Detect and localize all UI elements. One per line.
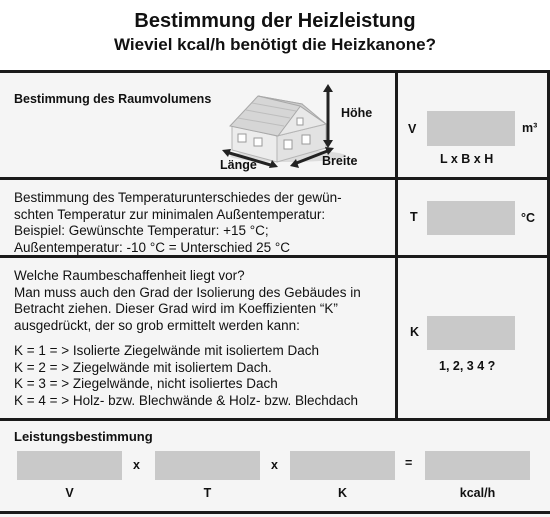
temperature-text: Bestimmung des Temperaturunterschiedes der gewün- schten Temperatur zur minimalen Außentemperatur: Beispiel: Gewünschte Temperatur: +15 °C; Außentemperatur: -10 °C = Unterschied 25 °C: [14, 190, 342, 255]
power-k-input[interactable]: [290, 451, 395, 480]
power-label-v: V: [65, 486, 74, 500]
volume-heading: Bestimmung des Raumvolumens: [14, 92, 212, 106]
option-k4: K = 4 = > Holz- bzw. Blechwände & Holz- bzw. Blechdach: [14, 392, 359, 408]
power-v-input[interactable]: [17, 451, 122, 480]
page-title: Bestimmung der Heizleistung: [134, 10, 416, 32]
volume-var: V: [408, 122, 417, 136]
power-label-k: K: [337, 486, 348, 500]
volume-unit: m³: [522, 121, 538, 135]
column-divider: [395, 70, 398, 421]
insulation-var: K: [410, 325, 420, 339]
volume-formula: L x B x H: [440, 152, 494, 166]
option-k2: K = 2 = > Ziegelwände mit isoliertem Dach.: [14, 359, 272, 375]
insulation-options: [14, 343, 358, 409]
operator-equals: =: [405, 456, 413, 470]
insulation-input[interactable]: [427, 316, 515, 350]
power-t-input[interactable]: [155, 451, 260, 480]
divider-3: [0, 418, 550, 421]
temperature-unit: °C: [521, 211, 536, 225]
operator-times-1: x: [133, 458, 140, 472]
label-width: Breite: [322, 154, 358, 168]
power-label-result: kcal/h: [459, 486, 496, 500]
temperature-input[interactable]: [427, 201, 515, 235]
insulation-choices: 1, 2, 3 4 ?: [439, 359, 496, 373]
label-height: Höhe: [341, 106, 373, 120]
page-subtitle: Wieviel kcal/h benötigt die Heizkanone?: [114, 35, 436, 54]
power-result-input[interactable]: [425, 451, 530, 480]
temperature-var: T: [410, 210, 418, 224]
insulation-intro: Welche Raumbeschaffenheit liegt vor? Man muss auch den Grad der Isolierung des Gebäudes in Betracht ziehen. Dieser Grad wird im Koeffizienten “K” ausgedrückt, der so grob ermittelt werden kann:: [14, 268, 361, 333]
label-length: Länge: [220, 158, 257, 172]
option-k3: K = 3 = > Ziegelwände, nicht isoliertes Dach: [14, 376, 278, 391]
divider-1: [0, 177, 550, 180]
power-heading: Leistungsbestimmung: [14, 429, 153, 444]
operator-times-2: x: [271, 458, 278, 472]
power-label-t: T: [203, 486, 212, 500]
divider-top: [0, 70, 550, 73]
volume-input[interactable]: [427, 111, 515, 146]
option-k1: K = 1 = > Isolierte Ziegelwände mit isoliertem Dach: [14, 343, 320, 358]
